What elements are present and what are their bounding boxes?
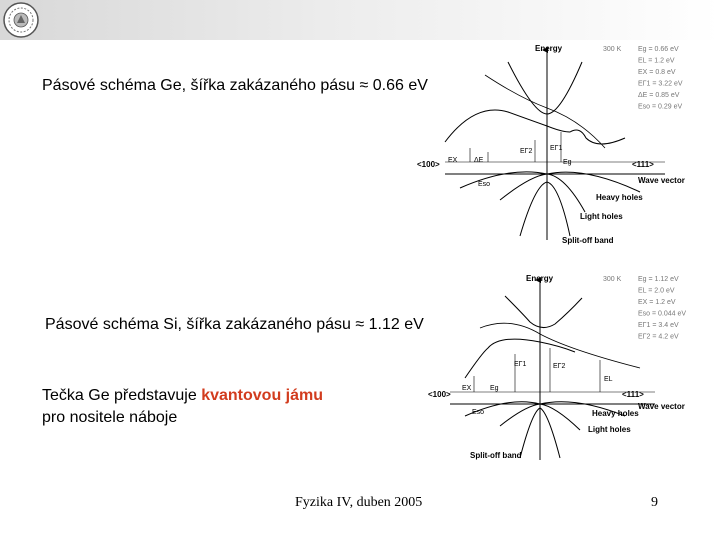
si-split-off-label: Split-off band: [470, 451, 522, 460]
si-dir-left: <100>: [428, 390, 451, 399]
ge-split-off: [520, 182, 570, 236]
si-sym-eg1: EΓ1: [514, 361, 527, 368]
si-param: EΓ1 = 3.4 eV: [638, 322, 679, 329]
ge-conduction-gamma: [508, 62, 582, 114]
si-conduction-x: [465, 339, 575, 378]
si-band-diagram: [410, 268, 710, 468]
ge-param: EX = 0.8 eV: [638, 69, 676, 76]
si-sym-eg2: EΓ2: [553, 363, 566, 370]
ge-param: Eg = 0.66 eV: [638, 46, 679, 53]
si-sym-eg: Eg: [490, 385, 499, 392]
ge-conduction-upper: [485, 75, 605, 148]
si-dir-right: <111>: [622, 390, 644, 399]
si-temperature: 300 K: [603, 276, 622, 283]
note-prefix: Tečka Ge představuje: [42, 387, 202, 404]
ge-sym-eg1: EΓ2: [520, 148, 533, 155]
si-conduction-upper: [480, 323, 640, 368]
quantum-well-note: [42, 385, 323, 429]
note-highlight: kvantovou jámu: [201, 387, 324, 404]
ge-param: ΔE = 0.85 eV: [638, 92, 680, 99]
note-line2: pro nositele náboje: [42, 409, 178, 426]
university-seal-icon: [2, 1, 40, 39]
si-param: Eg = 1.12 eV: [638, 276, 679, 283]
ge-sym-de: ΔE: [474, 157, 484, 164]
si-conduction-gamma: [505, 296, 582, 328]
ge-param: Eso = 0.29 eV: [638, 103, 683, 111]
si-params: [638, 276, 686, 341]
ge-light-holes-label: Light holes: [580, 212, 623, 221]
ge-conduction-x: [445, 110, 625, 144]
ge-param: EΓ1 = 3.22 eV: [638, 80, 683, 88]
ge-sym-eg2: EΓ1: [550, 145, 563, 152]
ge-dir-left: <100>: [417, 160, 440, 169]
ge-energy-label: Energy: [535, 44, 563, 53]
si-sym-eso: Eso: [472, 409, 485, 416]
ge-temperature: 300 K: [603, 46, 622, 53]
ge-sym-ex: EX: [448, 157, 458, 164]
ge-light-holes: [500, 174, 585, 212]
footer-text: Fyzika IV, duben 2005: [295, 495, 423, 510]
ge-sym-eg: Eg: [563, 159, 572, 166]
si-energy-label: Energy: [526, 274, 554, 283]
si-param: Eso = 0.044 eV: [638, 310, 687, 318]
si-param: EΓ2 = 4.2 eV: [638, 333, 679, 341]
ge-sym-eso: Eso: [478, 181, 491, 188]
ge-band-diagram: [410, 40, 710, 250]
si-wave-vector: Wave vector: [638, 402, 685, 411]
si-param: EL = 2.0 eV: [638, 287, 675, 295]
heading-ge: Pásové schéma Ge, šířka zakázaného pásu ≈ 0.66 eV: [42, 77, 428, 94]
page-number: 9: [651, 495, 658, 510]
si-param: EX = 1.2 eV: [638, 299, 676, 306]
ge-dir-right: <111>: [632, 160, 654, 169]
si-light-holes-label: Light holes: [588, 425, 631, 434]
ge-wave-vector: Wave vector: [638, 176, 685, 185]
si-sym-el: EL: [604, 376, 613, 383]
ge-params: [638, 46, 683, 111]
ge-split-off-label: Split-off band: [562, 236, 614, 245]
header-bar: [0, 0, 720, 40]
ge-param: EL = 1.2 eV: [638, 57, 675, 65]
ge-heavy-holes-label: Heavy holes: [596, 193, 643, 202]
si-sym-ex: EX: [462, 385, 472, 392]
heading-si: Pásové schéma Si, šířka zakázaného pásu ≈ 1.12 eV: [45, 316, 424, 333]
si-heavy-holes-label: Heavy holes: [592, 409, 639, 418]
